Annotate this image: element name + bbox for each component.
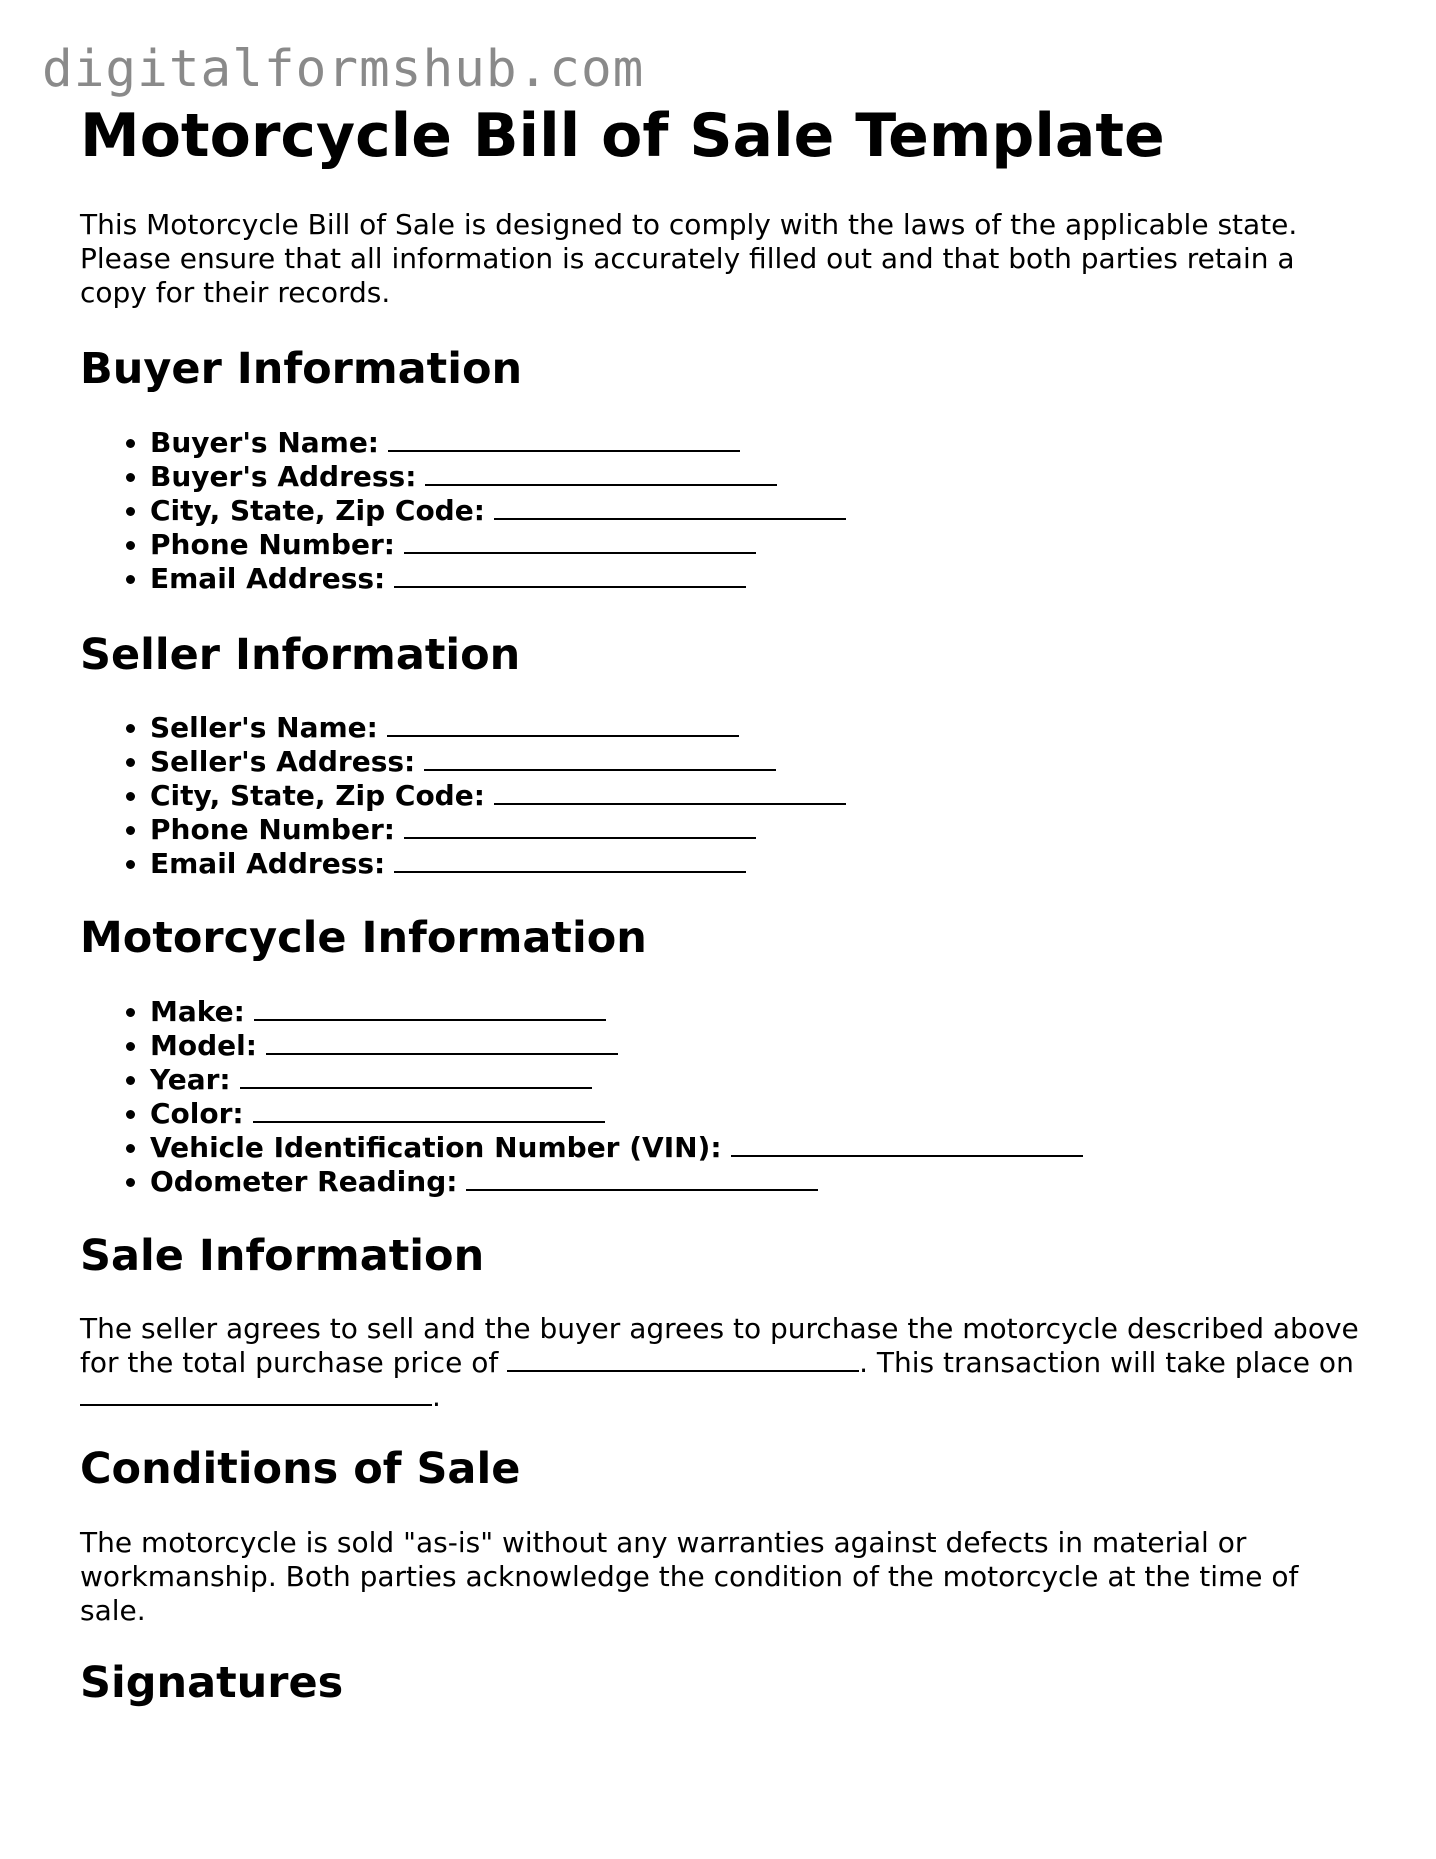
signatures-heading: Signatures (80, 1657, 344, 1708)
seller-heading: Seller Information (80, 629, 521, 680)
model-blank[interactable] (266, 1031, 618, 1055)
field-label: Make: (150, 994, 245, 1028)
intro-paragraph: This Motorcycle Bill of Sale is designed to comply with the laws of the applicable state. Please ensure that all information is accurately filled out and that both parties retain a copy for their records. (80, 208, 1298, 309)
buyer-heading: Buyer Information (80, 344, 523, 394)
buyer-email-field (150, 562, 1360, 596)
motorcycle-field-list (80, 995, 1360, 1199)
vin-field (150, 1131, 1360, 1165)
buyer-phone-blank[interactable] (404, 530, 756, 554)
buyer-address-field (150, 460, 1360, 494)
seller-phone-field (150, 813, 1360, 847)
field-label: City, State, Zip Code: (150, 493, 485, 527)
field-label: Seller's Name: (150, 711, 378, 745)
make-blank[interactable] (254, 997, 606, 1021)
odometer-blank[interactable] (466, 1167, 818, 1191)
buyer-address-blank[interactable] (425, 462, 777, 486)
sale-heading: Sale Information (80, 1230, 485, 1281)
field-label: Email Address: (150, 847, 386, 881)
vin-blank[interactable] (731, 1133, 1083, 1157)
field-label: Phone Number: (150, 527, 395, 561)
year-blank[interactable] (240, 1065, 592, 1089)
seller-address-blank[interactable] (424, 747, 776, 771)
field-label: Buyer's Address: (150, 459, 417, 493)
color-field (150, 1097, 1360, 1131)
seller-email-field (150, 847, 1360, 881)
seller-name-blank[interactable] (387, 713, 739, 737)
seller-phone-blank[interactable] (404, 815, 756, 839)
buyer-name-blank[interactable] (388, 428, 740, 452)
buyer-name-field (150, 426, 1360, 460)
model-field (150, 1029, 1360, 1063)
field-label: City, State, Zip Code: (150, 779, 485, 813)
field-label: Color: (150, 1096, 244, 1130)
seller-address-field (150, 745, 1360, 779)
buyer-field-list (80, 426, 1360, 596)
sale-date-blank[interactable] (80, 1382, 432, 1406)
sale-text-part2: . This transaction will take place on (859, 1346, 1354, 1380)
motorcycle-heading: Motorcycle Information (80, 913, 647, 964)
sale-text-part1: The seller agrees to sell and the buyer agrees to purchase the motorcycle described above for the total purchase price of (80, 1312, 1359, 1380)
buyer-city-state-zip-field (150, 494, 1360, 528)
buyer-email-blank[interactable] (394, 564, 746, 588)
buyer-city-state-zip-blank[interactable] (494, 496, 846, 520)
field-label: Buyer's Name: (150, 425, 380, 459)
purchase-price-blank[interactable] (507, 1348, 859, 1372)
seller-city-state-zip-blank[interactable] (494, 781, 846, 805)
sale-paragraph (80, 1312, 1360, 1414)
seller-name-field (150, 711, 1360, 745)
document-page (80, 100, 1360, 1710)
conditions-heading: Conditions of Sale (80, 1444, 521, 1495)
seller-field-list (80, 711, 1360, 881)
seller-city-state-zip-field (150, 779, 1360, 813)
conditions-paragraph: The motorcycle is sold "as-is" without any warranties against defects in material or workmanship. Both parties acknowledge the condition of the motorcycle at the time of sale. (80, 1525, 1299, 1627)
make-field (150, 995, 1360, 1029)
field-label: Vehicle Identification Number (VIN): (150, 1130, 722, 1164)
odometer-field (150, 1165, 1360, 1199)
field-label: Odometer Reading: (150, 1164, 458, 1198)
field-label: Model: (150, 1028, 257, 1062)
field-label: Seller's Address: (150, 745, 416, 779)
seller-email-blank[interactable] (394, 849, 746, 873)
field-label: Phone Number: (150, 813, 395, 847)
watermark-text: digitalformshub.com (42, 40, 645, 99)
year-field (150, 1063, 1360, 1097)
sale-text-part3: . (432, 1380, 441, 1414)
field-label: Email Address: (150, 561, 386, 595)
page-title: Motorcycle Bill of Sale Template (80, 101, 1165, 171)
field-label: Year: (150, 1062, 231, 1096)
color-blank[interactable] (253, 1099, 605, 1123)
buyer-phone-field (150, 528, 1360, 562)
